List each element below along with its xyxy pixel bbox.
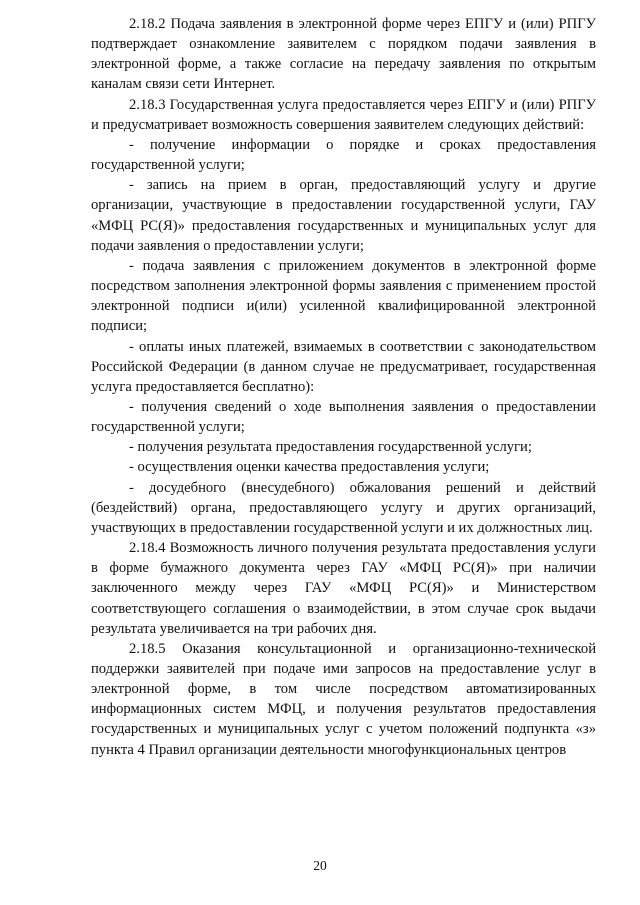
list-item-result: - получения результата предоставления государственной услуги; <box>129 439 532 456</box>
list-item-quality: - осуществления оценки качества предоставления услуги; <box>129 459 490 476</box>
list-item-payments: - оплаты иных платежей, взимаемых в соответствии с законодательством Российской Федерации (в данном случае не предусматривает, государственная услуга предоставляется бесплатно): <box>91 338 596 395</box>
paragraph-2-18-3: 2.18.3 Государственная услуга предоставляется через ЕПГУ и (или) РПГУ и предусматривает возможность совершения заявителем следующих действий: <box>91 96 596 133</box>
list-item-appointment: - запись на прием в орган, предоставляющий услугу и другие организации, участвующие в предоставлении государственной услуги, ГАУ «МФЦ РС(Я)» предоставления государственных и муниципальных услуг для подачи заявления о предоставлении услуги; <box>91 177 596 254</box>
list-item-info: - получение информации о порядке и сроках предоставления государственной услуги; <box>91 136 596 174</box>
page-number: 20 <box>313 858 327 873</box>
list-item-appeal: - досудебного (внесудебного) обжалования решений и действий (бездействий) органа, предоставляющего услугу и других организаций, участвующих в предоставлении государственной услуги и их должностных лиц. <box>91 479 596 536</box>
list-item-status: - получения сведений о ходе выполнения заявления о предоставлении государственной услуги; <box>91 398 596 436</box>
paragraph-2-18-2: 2.18.2 Подача заявления в электронной форме через ЕПГУ и (или) РПГУ подтверждает ознакомление заявителем с порядком подачи заявления в электронной форме, а также согласие на передачу заявления по открытым каналам связи сети Интернет. <box>91 16 596 93</box>
document-page <box>91 14 596 760</box>
paragraph-2-18-4: 2.18.4 Возможность личного получения результата предоставления услуги в форме бумажного документа через ГАУ «МФЦ РС(Я)» при наличии заключенного между через ГАУ «МФЦ РС(Я)» и Министерством соответствующего соглашения о взаимодействии, в этом случае срок выдачи результата увеличивается на три рабочих дня. <box>91 540 596 637</box>
paragraph-2-18-5: 2.18.5 Оказания консультационной и организационно-технической поддержки заявителей при подаче ими запросов на предоставление услуг в электронной форме, в том числе посредством автоматизированных информационных систем МФЦ, и получения результатов предоставления государственных и муниципальных услуг с учетом положений подпункта «з» пункта 4 Правил организации деятельности многофункциональных центров <box>91 640 596 758</box>
list-item-submission: - подача заявления с приложением документов в электронной форме посредством заполнения электронной формы заявления с применением простой электронной подписи и(или) усиленной квалифицированной электронной подписи; <box>91 257 596 335</box>
